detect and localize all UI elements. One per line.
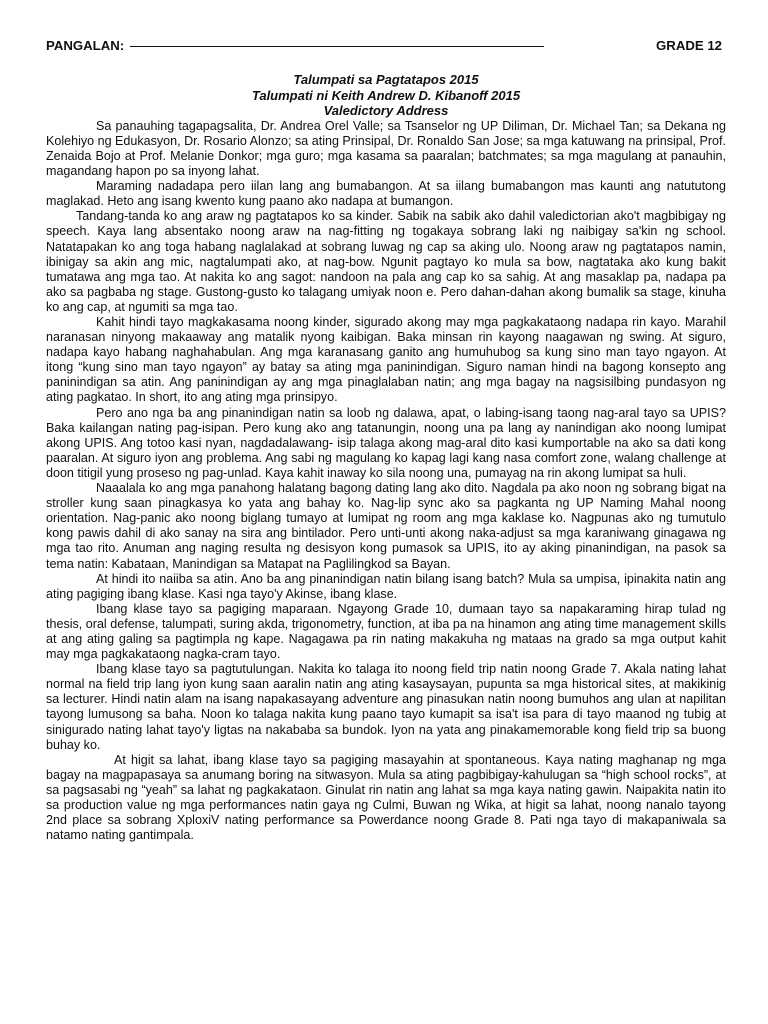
paragraph: Tandang-tanda ko ang araw ng pagtatapos ko sa kinder. Sabik na sabik ako dahil valedictorian ako't magbibigay ng speech. Kaya lang absentako noong araw na nag-fitting ng togakaya sobrang laki ng naibigay sa'kin ng school. Natatapakan ko ang toga habang naglalakad at sobrang luwag ng cap sa aking ulo. Noong araw ng pagtatapos namin, ibinigay sa akin ang mic, nagtalumpati ako, at nag-bow. Ngunit pagtayo ko mula sa bow, nagtataka ako kung bakit tumatawa ang mga tao. At nakita ko ang sagot: nandoon na pala ang cap ko sa sahig. At ang masaklap pa, nadapa pa ako sa pagbaba ng stage. Gustong-gusto ko talagang umiyak noon e. Pero dahan-dahan akong bumalik sa stage, kinuha ko ang cap, at ngumiti sa mga tao. [46, 209, 726, 314]
speech-body [46, 119, 726, 844]
header-line [46, 38, 726, 53]
speech-subtitle: Valedictory Address [323, 103, 449, 119]
paragraph: Sa panauhing tagapagsalita, Dr. Andrea Orel Valle; sa Tsanselor ng UP Diliman, Dr. Michael Tan; sa Dekana ng Kolehiyo ng Edukasyon, Dr. Rosario Alonzo; sa ating Prinsipal, Dr. Ronaldo San Jose; sa mga katuwang na prinsipal, Prof. Zenaida Bojo at Prof. Melanie Donkor; mga guro; mga kasama sa paaralan; batchmates; sa mga magulang at panauhin, magandang hapon po sa inyong lahat. [46, 118, 727, 179]
paragraph: Ibang klase tayo sa pagtutulungan. Nakita ko talaga ito noong field trip natin noong Grade 7. Akala nating lahat normal na field trip lang iyon kung saan aaralin natin ang ating kasaysayan, pupunta sa mga historical sites, at makikinig sa lecturer. Hindi natin alam na isang napakasayang adventure ang pinasukan natin noong bumuhos ang ulan at napilitan tayong lumusong sa baha. Noon ko talaga nakita kung paano tayo kumapit sa isa't isa para di tayo maanod ng tubig at sinigurado nating lahat tayo'y ligtas na nakababa sa bundok. Iyon na yata ang pinakamemorable kong field trip sa buong buhay ko. [46, 662, 726, 752]
title-block [46, 72, 726, 119]
paragraph: Kahit hindi tayo magkakasama noong kinder, sigurado akong may mga pagkakataong nadapa rin kayo. Marahil naranasan ninyong makaaway ang matalik nyong kaibigan. Baka minsan rin kayong naagawan ng swing. At siguro, nadapa kayo habang naghahabulan. Ang mga karanasang ganito ang humuhubog sa kung sino man tayo ngayon. At itong “kung sino man tayo ngayon” ay batay sa ating mga paninindigan. Siguro naman hindi na bagong konsepto ang paninindigan sa atin. Ang paninindigan ay ang mga pinaglalaban natin; ang mga bagay na nagsisilbing pundasyon ng ating pagkatao. In short, ito ang ating mga prinsipyo. [46, 315, 726, 405]
paragraph: At hindi ito naiiba sa atin. Ano ba ang pinanindigan natin bilang isang batch? Mula sa umpisa, ipinakita natin ang ating pagiging ibang klase. Kasi nga tayo'y Akinse, ibang klase. [46, 571, 726, 601]
grade-label: GRADE 12 [656, 38, 722, 53]
speech-author: Talumpati ni Keith Andrew D. Kibanoff 2015 [251, 87, 521, 103]
paragraph: Maraming nadadapa pero iilan lang ang bumabangon. At sa iilang bumabangon mas kaunti ang natututong maglakad. Heto ang isang kwento kung paano ako nadapa at bumangon. [46, 179, 726, 209]
speech-title: Talumpati sa Pagtatapos 2015 [293, 72, 479, 87]
paragraph: Naaalala ko ang mga panahong halatang bagong dating lang ako dito. Nagdala pa ako noon ng sobrang bigat na stroller kung saan pinagkasya ko yata ang bahay ko. Nag-lip sync ako sa pagkanta ng UP Naming Mahal noong orientation. Nag-panic ako noong biglang tumayo at lumipat ng room ang mga kaklase ko. Nagpunas ako ng tumutulo kong pawis dahil di ako sanay na sira ang bintilador. Pero unti-unti akong naka-adjust sa mga karaniwang ginagawa ng mga tao rito. Anuman ang naging resulta ng desisyon kong pumasok sa UPIS, ito ay aking pinanindigan, na pasok sa tema natin: Kabataan, Manindigan sa Matapat na Paglilingkod sa Bayan. [46, 481, 726, 571]
paragraph: At higit sa lahat, ibang klase tayo sa pagiging masayahin at spontaneous. Kaya nating maghanap ng mga bagay na magpapasaya sa anumang boring na sitwasyon. Mula sa ating pagbibigay-kahulugan sa “high school rocks”, at sa pagsasabi ng “yeah” sa lahat ng pagkakataon. Ginulat rin natin ang lahat sa mga kaya nating gawin. Naipakita natin ito sa production value ng mga performances natin gaya ng Culmi, Buwan ng Wika, at higit sa lahat, noong nanalo tayong 2nd place sa sobrang XploxiV nating performance sa Powerdance noong Grade 8. Pati nga tayo di makapaniwala sa natamo nating gantimpala. [46, 752, 726, 843]
paragraph: Ibang klase tayo sa pagiging maparaan. Ngayong Grade 10, dumaan tayo sa napakaraming hirap tulad ng thesis, oral defense, talumpati, suring akda, trigonometry, function, at iba pa na hinamon ang ating time management skills at ang ating galing sa pagtimpla ng kape. Nagagawa pa rin nating makakuha ng mataas na grado sa mga output kahit may mga pagkakataong nagka-cram tayo. [46, 601, 726, 662]
paragraph: Pero ano nga ba ang pinanindigan natin sa loob ng dalawa, apat, o labing-isang taong nag-aral tayo sa UPIS? Baka kailangan nating pag-isipan. Pero kung ako ang tatanungin, noong una pa lang ay nanindigan ako noong lumipat akong UPIS. Ang totoo kasi nyan, nagdadalawang- isip talaga akong mag-aral dito kasi kumportable na ako sa dati kong paaralan. At siguro iyon ang problema. Ang sabi ng magulang ko kapag lagi kang nasa comfort zone, walang challenge at doon titigil yung proseso ng pag-unlad. Kaya kahit inaway ko sila noong una, pumayag na rin akong lumipat sa huli. [46, 405, 726, 480]
name-label: PANGALAN: [46, 38, 125, 53]
name-blank-line [130, 46, 544, 47]
